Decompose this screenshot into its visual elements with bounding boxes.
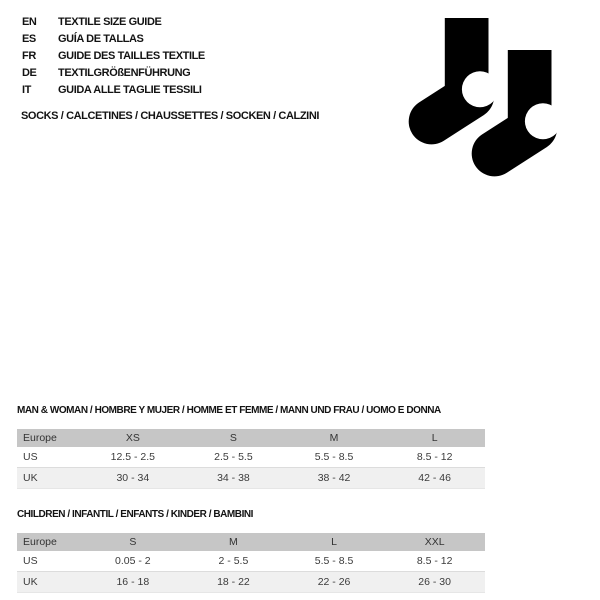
- table-row-us: [17, 447, 485, 468]
- table-man-woman: [17, 404, 485, 489]
- column-header-l: L: [431, 432, 438, 444]
- cell-value: 2 - 5.5: [218, 555, 249, 567]
- row-label: UK: [23, 576, 38, 588]
- cell-value: 8.5 - 12: [416, 451, 453, 463]
- language-list: [22, 13, 205, 98]
- table-children-title: CHILDREN / INFANTIL / ENFANTS / KINDER / BAMBINI: [17, 509, 253, 520]
- language-row-it: [22, 81, 205, 98]
- cell-value: 0.05 - 2: [115, 555, 151, 567]
- language-label: GUIDE DES TAILLES TEXTILE: [58, 49, 205, 62]
- cell-value: 38 - 42: [317, 472, 351, 484]
- column-header-s: S: [129, 536, 137, 548]
- table-man-woman-header: [17, 429, 485, 447]
- column-header-xs: XS: [125, 432, 140, 444]
- cell-value: 26 - 30: [418, 576, 451, 588]
- cell-value: 22 - 26: [317, 576, 351, 588]
- language-label: TEXTILE SIZE GUIDE: [58, 15, 162, 28]
- language-row-fr: [22, 47, 205, 64]
- language-code: DE: [22, 66, 37, 79]
- cell-value: 16 - 18: [116, 576, 150, 588]
- language-row-en: [22, 13, 205, 30]
- table-children-header: [17, 533, 485, 551]
- cell-value: 12.5 - 2.5: [110, 451, 155, 463]
- language-row-de: [22, 64, 205, 81]
- language-row-es: [22, 30, 205, 47]
- language-label: TEXTILGRÖßENFÜHRUNG: [58, 66, 191, 79]
- column-header-s: S: [229, 432, 237, 444]
- table-row-uk: [17, 572, 485, 593]
- sock-right: [495, 50, 562, 154]
- cell-value: 5.5 - 8.5: [314, 451, 354, 463]
- column-header-xxl: XXL: [424, 536, 445, 548]
- row-label: UK: [23, 472, 38, 484]
- column-header-m: M: [329, 432, 339, 444]
- cell-value: 2.5 - 5.5: [214, 451, 253, 463]
- table-row-uk: [17, 468, 485, 489]
- column-header-l: L: [331, 536, 337, 548]
- column-header-europe: Europe: [23, 432, 57, 444]
- language-label: GUÍA DE TALLAS: [58, 32, 144, 45]
- cell-value: 18 - 22: [217, 576, 250, 588]
- table-man-woman-title: MAN & WOMAN / HOMBRE Y MUJER / HOMME ET FEMME / MANN UND FRAU / UOMO E DONNA: [17, 405, 441, 416]
- language-code: FR: [22, 49, 36, 62]
- cell-value: 34 - 38: [217, 472, 250, 484]
- category-title: SOCKS / CALCETINES / CHAUSSETTES / SOCKEN / CALZINI: [21, 110, 320, 122]
- row-label: US: [23, 451, 38, 463]
- language-code: ES: [22, 32, 36, 45]
- column-header-m: M: [229, 536, 238, 548]
- cell-value: 30 - 34: [116, 472, 150, 484]
- socks-icon: [402, 8, 577, 188]
- sock-left: [432, 18, 499, 122]
- language-code: IT: [22, 83, 31, 96]
- cell-value: 42 - 46: [418, 472, 451, 484]
- cell-value: 5.5 - 8.5: [314, 555, 354, 567]
- table-children: [17, 508, 485, 593]
- cell-value: 8.5 - 12: [416, 555, 453, 567]
- column-header-europe: Europe: [23, 536, 57, 548]
- row-label: US: [23, 555, 38, 567]
- language-code: EN: [22, 15, 37, 28]
- table-row-us: [17, 551, 485, 572]
- language-label: GUIDA ALLE TAGLIE TESSILI: [58, 83, 202, 96]
